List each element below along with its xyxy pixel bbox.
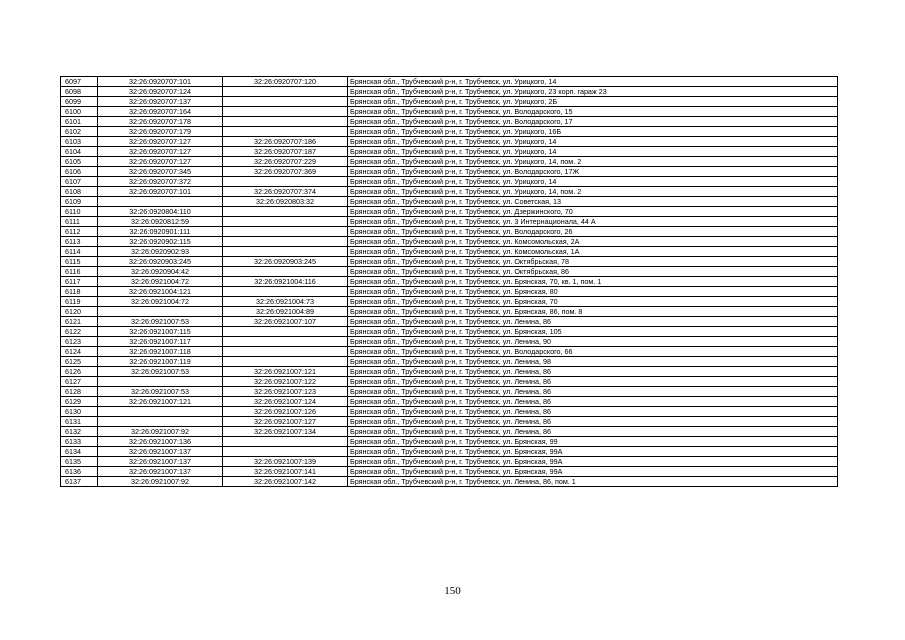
- cadastral-number-cell: 32:26:0921007:53: [98, 317, 223, 327]
- address-cell: Брянская обл., Трубчевский р-н, г. Трубчевск, ул. Ленина, 86: [348, 317, 838, 327]
- table-row: [61, 357, 838, 367]
- linked-cadastral-number-cell: [223, 237, 348, 247]
- cadastral-number-cell: 32:26:0921007:136: [98, 437, 223, 447]
- row-number-cell: 6130: [61, 407, 98, 417]
- table-row: [61, 457, 838, 467]
- row-number-cell: 6118: [61, 287, 98, 297]
- address-cell: Брянская обл., Трубчевский р-н, г. Трубчевск, ул. Урицкого, 16Б: [348, 127, 838, 137]
- linked-cadastral-number-cell: 32:26:0921004:73: [223, 297, 348, 307]
- cadastral-number-cell: 32:26:0920707:101: [98, 187, 223, 197]
- row-number-cell: 6134: [61, 447, 98, 457]
- address-cell: Брянская обл., Трубчевский р-н, г. Трубчевск, ул. Октябрьская, 78: [348, 257, 838, 267]
- table-row: [61, 247, 838, 257]
- linked-cadastral-number-cell: [223, 227, 348, 237]
- linked-cadastral-number-cell: [223, 357, 348, 367]
- linked-cadastral-number-cell: [223, 97, 348, 107]
- row-number-cell: 6112: [61, 227, 98, 237]
- address-cell: Брянская обл., Трубчевский р-н, г. Трубчевск, ул. Ленина, 86, пом. 1: [348, 477, 838, 487]
- table-row: [61, 77, 838, 87]
- row-number-cell: 6122: [61, 327, 98, 337]
- linked-cadastral-number-cell: 32:26:0920903:245: [223, 257, 348, 267]
- address-cell: Брянская обл., Трубчевский р-н, г. Трубчевск, ул. Ленина, 86: [348, 377, 838, 387]
- linked-cadastral-number-cell: [223, 207, 348, 217]
- address-cell: Брянская обл., Трубчевский р-н, г. Трубчевск, ул. Октябрьская, 86: [348, 267, 838, 277]
- cadastral-number-cell: 32:26:0921007:137: [98, 447, 223, 457]
- cadastral-number-cell: 32:26:0920804:110: [98, 207, 223, 217]
- table-row: [61, 467, 838, 477]
- cadastral-number-cell: 32:26:0920707:137: [98, 97, 223, 107]
- linked-cadastral-number-cell: 32:26:0921007:123: [223, 387, 348, 397]
- row-number-cell: 6135: [61, 457, 98, 467]
- address-cell: Брянская обл., Трубчевский р-н, г. Трубчевск, ул. Брянская, 86, пом. 8: [348, 307, 838, 317]
- address-cell: Брянская обл., Трубчевский р-н, г. Трубчевск, ул. Ленина, 86: [348, 417, 838, 427]
- address-cell: Брянская обл., Трубчевский р-н, г. Трубчевск, ул. Ленина, 98: [348, 357, 838, 367]
- row-number-cell: 6115: [61, 257, 98, 267]
- table-row: [61, 397, 838, 407]
- table-row: [61, 407, 838, 417]
- row-number-cell: 6120: [61, 307, 98, 317]
- row-number-cell: 6119: [61, 297, 98, 307]
- address-cell: Брянская обл., Трубчевский р-н, г. Трубчевск, ул. Брянская, 80: [348, 287, 838, 297]
- address-cell: Брянская обл., Трубчевский р-н, г. Трубчевск, ул. Советская, 13: [348, 197, 838, 207]
- cadastral-number-cell: 32:26:0921007:119: [98, 357, 223, 367]
- table-row: [61, 97, 838, 107]
- cadastral-number-cell: [98, 307, 223, 317]
- cadastral-number-cell: 32:26:0920902:115: [98, 237, 223, 247]
- table-row: [61, 477, 838, 487]
- address-cell: Брянская обл., Трубчевский р-н, г. Трубчевск, ул. Дзержинского, 70: [348, 207, 838, 217]
- cadastral-number-cell: [98, 377, 223, 387]
- cadastral-number-cell: 32:26:0920904:42: [98, 267, 223, 277]
- linked-cadastral-number-cell: 32:26:0921007:139: [223, 457, 348, 467]
- linked-cadastral-number-cell: [223, 117, 348, 127]
- row-number-cell: 6110: [61, 207, 98, 217]
- cadastral-number-cell: 32:26:0920707:127: [98, 137, 223, 147]
- linked-cadastral-number-cell: 32:26:0921004:89: [223, 307, 348, 317]
- linked-cadastral-number-cell: [223, 337, 348, 347]
- row-number-cell: 6113: [61, 237, 98, 247]
- address-cell: Брянская обл., Трубчевский р-н, г. Трубчевск, ул. Урицкого, 14, пом. 2: [348, 187, 838, 197]
- cadastral-number-cell: 32:26:0921004:121: [98, 287, 223, 297]
- table-row: [61, 317, 838, 327]
- address-cell: Брянская обл., Трубчевский р-н, г. Трубчевск, ул. Брянская, 105: [348, 327, 838, 337]
- linked-cadastral-number-cell: [223, 127, 348, 137]
- cadastral-number-cell: 32:26:0921007:117: [98, 337, 223, 347]
- address-cell: Брянская обл., Трубчевский р-н, г. Трубчевск, ул. Брянская, 70, кв. 1, пом. 1: [348, 277, 838, 287]
- address-cell: Брянская обл., Трубчевский р-н, г. Трубчевск, ул. Урицкого, 14: [348, 77, 838, 87]
- table-row: [61, 367, 838, 377]
- cadastral-number-cell: 32:26:0920707:372: [98, 177, 223, 187]
- cadastral-number-cell: 32:26:0920707:179: [98, 127, 223, 137]
- row-number-cell: 6103: [61, 137, 98, 147]
- table-row: [61, 297, 838, 307]
- linked-cadastral-number-cell: [223, 437, 348, 447]
- cadastral-number-cell: 32:26:0921007:137: [98, 467, 223, 477]
- address-cell: Брянская обл., Трубчевский р-н, г. Трубчевск, ул. Урицкого, 2Б: [348, 97, 838, 107]
- table-row: [61, 257, 838, 267]
- linked-cadastral-number-cell: 32:26:0920707:229: [223, 157, 348, 167]
- row-number-cell: 6108: [61, 187, 98, 197]
- linked-cadastral-number-cell: [223, 287, 348, 297]
- cadastral-number-cell: 32:26:0920707:164: [98, 107, 223, 117]
- address-cell: Брянская обл., Трубчевский р-н, г. Трубчевск, ул. Ленина, 86: [348, 397, 838, 407]
- cadastral-number-cell: 32:26:0921007:121: [98, 397, 223, 407]
- cadastral-number-cell: 32:26:0920707:101: [98, 77, 223, 87]
- linked-cadastral-number-cell: [223, 267, 348, 277]
- table-row: [61, 107, 838, 117]
- row-number-cell: 6114: [61, 247, 98, 257]
- table-row: [61, 117, 838, 127]
- linked-cadastral-number-cell: [223, 247, 348, 257]
- linked-cadastral-number-cell: [223, 107, 348, 117]
- address-cell: Брянская обл., Трубчевский р-н, г. Трубчевск, ул. Ленина, 90: [348, 337, 838, 347]
- linked-cadastral-number-cell: [223, 347, 348, 357]
- cadastral-number-cell: [98, 417, 223, 427]
- table-row: [61, 417, 838, 427]
- address-cell: Брянская обл., Трубчевский р-н, г. Трубчевск, ул. Володарского, 17: [348, 117, 838, 127]
- cadastral-number-cell: 32:26:0920707:124: [98, 87, 223, 97]
- linked-cadastral-number-cell: 32:26:0920707:369: [223, 167, 348, 177]
- row-number-cell: 6109: [61, 197, 98, 207]
- linked-cadastral-number-cell: [223, 217, 348, 227]
- linked-cadastral-number-cell: 32:26:0921007:127: [223, 417, 348, 427]
- registry-table-body: [61, 77, 838, 487]
- table-row: [61, 137, 838, 147]
- address-cell: Брянская обл., Трубчевский р-н, г. Трубчевск, ул. Урицкого, 14: [348, 137, 838, 147]
- cadastral-number-cell: [98, 407, 223, 417]
- table-row: [61, 387, 838, 397]
- row-number-cell: 6106: [61, 167, 98, 177]
- cadastral-number-cell: 32:26:0920707:127: [98, 157, 223, 167]
- cadastral-number-cell: 32:26:0920707:127: [98, 147, 223, 157]
- linked-cadastral-number-cell: 32:26:0921007:107: [223, 317, 348, 327]
- address-cell: Брянская обл., Трубчевский р-н, г. Трубчевск, ул. Брянская, 99: [348, 437, 838, 447]
- cadastral-number-cell: 32:26:0921007:53: [98, 387, 223, 397]
- row-number-cell: 6098: [61, 87, 98, 97]
- table-row: [61, 207, 838, 217]
- address-cell: Брянская обл., Трубчевский р-н, г. Трубчевск, ул. Володарского, 15: [348, 107, 838, 117]
- linked-cadastral-number-cell: 32:26:0920707:374: [223, 187, 348, 197]
- address-cell: Брянская обл., Трубчевский р-н, г. Трубчевск, ул. Володарского, 26: [348, 227, 838, 237]
- row-number-cell: 6102: [61, 127, 98, 137]
- table-row: [61, 347, 838, 357]
- address-cell: Брянская обл., Трубчевский р-н, г. Трубчевск, ул. Ленина, 86: [348, 427, 838, 437]
- table-row: [61, 187, 838, 197]
- cadastral-number-cell: 32:26:0920901:111: [98, 227, 223, 237]
- linked-cadastral-number-cell: 32:26:0920707:186: [223, 137, 348, 147]
- table-row: [61, 377, 838, 387]
- table-row: [61, 167, 838, 177]
- row-number-cell: 6127: [61, 377, 98, 387]
- cadastral-number-cell: 32:26:0920903:245: [98, 257, 223, 267]
- row-number-cell: 6107: [61, 177, 98, 187]
- row-number-cell: 6100: [61, 107, 98, 117]
- cadastral-number-cell: 32:26:0921007:92: [98, 427, 223, 437]
- cadastral-number-cell: 32:26:0921007:53: [98, 367, 223, 377]
- linked-cadastral-number-cell: 32:26:0921007:134: [223, 427, 348, 437]
- table-row: [61, 427, 838, 437]
- cadastral-number-cell: 32:26:0921004:72: [98, 277, 223, 287]
- address-cell: Брянская обл., Трубчевский р-н, г. Трубчевск, ул. Брянская, 99А: [348, 457, 838, 467]
- address-cell: Брянская обл., Трубчевский р-н, г. Трубчевск, ул. 3 Интернационала, 44 А: [348, 217, 838, 227]
- address-cell: Брянская обл., Трубчевский р-н, г. Трубчевск, ул. Комсомольская, 2А: [348, 237, 838, 247]
- linked-cadastral-number-cell: 32:26:0921007:124: [223, 397, 348, 407]
- linked-cadastral-number-cell: 32:26:0921007:142: [223, 477, 348, 487]
- cadastral-number-cell: 32:26:0920902:93: [98, 247, 223, 257]
- linked-cadastral-number-cell: [223, 327, 348, 337]
- address-cell: Брянская обл., Трубчевский р-н, г. Трубчевск, ул. Урицкого, 14: [348, 177, 838, 187]
- row-number-cell: 6129: [61, 397, 98, 407]
- row-number-cell: 6097: [61, 77, 98, 87]
- row-number-cell: 6136: [61, 467, 98, 477]
- table-row: [61, 217, 838, 227]
- cadastral-number-cell: 32:26:0920812:59: [98, 217, 223, 227]
- address-cell: Брянская обл., Трубчевский р-н, г. Трубчевск, ул. Ленина, 86: [348, 387, 838, 397]
- address-cell: Брянская обл., Трубчевский р-н, г. Трубчевск, ул. Урицкого, 14: [348, 147, 838, 157]
- cadastral-number-cell: 32:26:0921007:92: [98, 477, 223, 487]
- cadastral-number-cell: [98, 197, 223, 207]
- row-number-cell: 6124: [61, 347, 98, 357]
- address-cell: Брянская обл., Трубчевский р-н, г. Трубчевск, ул. Володарского, 17Ж: [348, 167, 838, 177]
- table-row: [61, 267, 838, 277]
- address-cell: Брянская обл., Трубчевский р-н, г. Трубчевск, ул. Брянская, 99А: [348, 447, 838, 457]
- row-number-cell: 6125: [61, 357, 98, 367]
- table-row: [61, 147, 838, 157]
- row-number-cell: 6137: [61, 477, 98, 487]
- cadastral-number-cell: 32:26:0921004:72: [98, 297, 223, 307]
- row-number-cell: 6105: [61, 157, 98, 167]
- address-cell: Брянская обл., Трубчевский р-н, г. Трубчевск, ул. Брянская, 70: [348, 297, 838, 307]
- address-cell: Брянская обл., Трубчевский р-н, г. Трубчевск, ул. Урицкого, 23 корп. гараж 23: [348, 87, 838, 97]
- linked-cadastral-number-cell: 32:26:0921004:116: [223, 277, 348, 287]
- cadastral-number-cell: 32:26:0920707:178: [98, 117, 223, 127]
- table-row: [61, 307, 838, 317]
- cadastral-number-cell: 32:26:0921007:118: [98, 347, 223, 357]
- row-number-cell: 6123: [61, 337, 98, 347]
- cadastral-number-cell: 32:26:0921007:137: [98, 457, 223, 467]
- linked-cadastral-number-cell: [223, 447, 348, 457]
- row-number-cell: 6117: [61, 277, 98, 287]
- address-cell: Брянская обл., Трубчевский р-н, г. Трубчевск, ул. Володарского, 66: [348, 347, 838, 357]
- row-number-cell: 6128: [61, 387, 98, 397]
- table-row: [61, 177, 838, 187]
- row-number-cell: 6126: [61, 367, 98, 377]
- linked-cadastral-number-cell: 32:26:0921007:121: [223, 367, 348, 377]
- table-row: [61, 277, 838, 287]
- address-cell: Брянская обл., Трубчевский р-н, г. Трубчевск, ул. Комсомольская, 1А: [348, 247, 838, 257]
- table-row: [61, 197, 838, 207]
- row-number-cell: 6111: [61, 217, 98, 227]
- table-row: [61, 127, 838, 137]
- table-row: [61, 287, 838, 297]
- table-row: [61, 87, 838, 97]
- table-row: [61, 237, 838, 247]
- address-cell: Брянская обл., Трубчевский р-н, г. Трубчевск, ул. Урицкого, 14, пом. 2: [348, 157, 838, 167]
- linked-cadastral-number-cell: 32:26:0921007:126: [223, 407, 348, 417]
- address-cell: Брянская обл., Трубчевский р-н, г. Трубчевск, ул. Ленина, 86: [348, 367, 838, 377]
- linked-cadastral-number-cell: [223, 177, 348, 187]
- table-row: [61, 157, 838, 167]
- row-number-cell: 6101: [61, 117, 98, 127]
- address-cell: Брянская обл., Трубчевский р-н, г. Трубчевск, ул. Ленина, 86: [348, 407, 838, 417]
- table-row: [61, 227, 838, 237]
- linked-cadastral-number-cell: 32:26:0920707:187: [223, 147, 348, 157]
- row-number-cell: 6121: [61, 317, 98, 327]
- row-number-cell: 6133: [61, 437, 98, 447]
- row-number-cell: 6104: [61, 147, 98, 157]
- table-row: [61, 337, 838, 347]
- address-cell: Брянская обл., Трубчевский р-н, г. Трубчевск, ул. Брянская, 99А: [348, 467, 838, 477]
- cadastral-number-cell: 32:26:0920707:345: [98, 167, 223, 177]
- row-number-cell: 6116: [61, 267, 98, 277]
- table-row: [61, 447, 838, 457]
- registry-table: [60, 76, 838, 487]
- linked-cadastral-number-cell: 32:26:0921007:141: [223, 467, 348, 477]
- linked-cadastral-number-cell: 32:26:0921007:122: [223, 377, 348, 387]
- linked-cadastral-number-cell: 32:26:0920803:32: [223, 197, 348, 207]
- linked-cadastral-number-cell: [223, 87, 348, 97]
- cadastral-number-cell: 32:26:0921007:115: [98, 327, 223, 337]
- page-number: 150: [444, 585, 461, 597]
- linked-cadastral-number-cell: 32:26:0920707:120: [223, 77, 348, 87]
- row-number-cell: 6131: [61, 417, 98, 427]
- table-row: [61, 327, 838, 337]
- row-number-cell: 6132: [61, 427, 98, 437]
- row-number-cell: 6099: [61, 97, 98, 107]
- table-row: [61, 437, 838, 447]
